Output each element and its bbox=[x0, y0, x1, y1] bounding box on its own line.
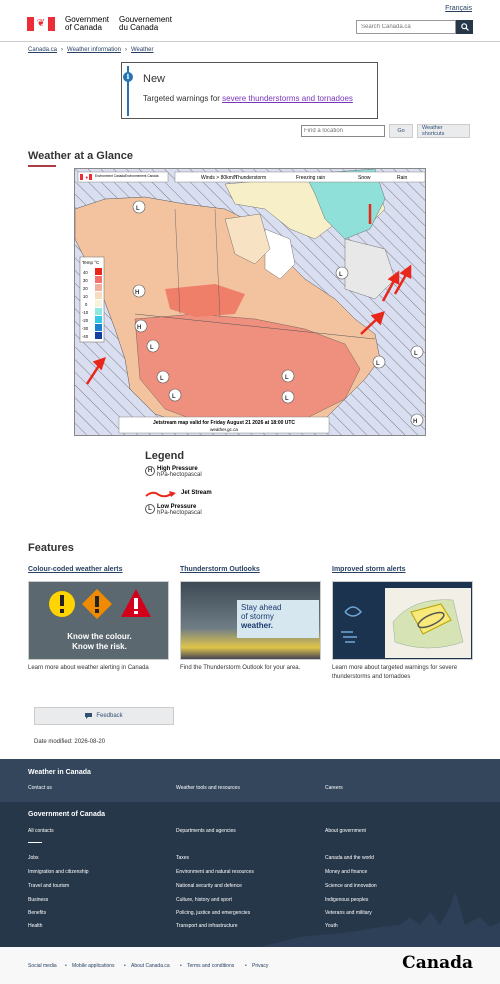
footer-link-health[interactable]: Health bbox=[28, 923, 43, 929]
breadcrumb-weather-information[interactable]: Weather information bbox=[67, 47, 121, 53]
footer-link-jobs[interactable]: Jobs bbox=[28, 855, 39, 861]
legend-rain: Rain bbox=[397, 175, 408, 181]
improved-storm-alerts-link[interactable]: Improved storm alerts bbox=[332, 566, 406, 573]
footer-weather-tools[interactable]: Weather tools and resources bbox=[176, 785, 240, 791]
footer-link-world[interactable]: Canada and the world bbox=[325, 855, 374, 861]
thunderstorm-description: Find the Thunderstorm Outlook for your area. bbox=[180, 665, 301, 671]
thunderstorm-image[interactable] bbox=[180, 581, 321, 660]
svg-text:-30: -30 bbox=[82, 326, 89, 331]
svg-text:L: L bbox=[376, 361, 380, 367]
search-icon bbox=[461, 23, 469, 31]
severe-thunderstorms-link[interactable]: severe thunderstorms and tornadoes bbox=[222, 94, 353, 103]
heading-underline bbox=[28, 165, 56, 167]
legend-high-pressure: H High Pressure hPa-hectopascal bbox=[145, 466, 202, 478]
location-input[interactable] bbox=[301, 125, 385, 137]
svg-text:L: L bbox=[160, 376, 164, 382]
weather-shortcuts-button[interactable]: Weather shortcuts bbox=[417, 124, 470, 138]
svg-text:0: 0 bbox=[85, 302, 88, 307]
footer-careers[interactable]: Careers bbox=[325, 785, 343, 791]
svg-text:L: L bbox=[172, 394, 176, 400]
chat-icon bbox=[85, 713, 92, 719]
info-icon: i bbox=[123, 72, 133, 82]
footer-privacy[interactable]: Privacy bbox=[252, 963, 269, 969]
footer-government-band bbox=[0, 802, 500, 947]
svg-text:L: L bbox=[150, 345, 154, 351]
footer-mobile-apps[interactable]: Mobile applications bbox=[72, 963, 115, 969]
jetstream-map[interactable] bbox=[74, 168, 426, 436]
svg-text:-10: -10 bbox=[82, 310, 89, 315]
svg-text:-20: -20 bbox=[82, 318, 89, 323]
storm-alerts-image[interactable] bbox=[332, 581, 473, 660]
legend-jet-stream: Jet Stream bbox=[145, 490, 212, 498]
low-pressure-icon: L bbox=[145, 504, 155, 514]
footer-about-canada[interactable]: About Canada.ca bbox=[131, 963, 170, 969]
legend-snow: Snow bbox=[358, 175, 371, 181]
storm-alerts-description: Learn more about targeted warnings for severe thunderstorms and tornadoes bbox=[332, 665, 458, 680]
chevron-right-icon: › bbox=[61, 47, 64, 53]
svg-text:H: H bbox=[135, 290, 140, 296]
footer-contact-us[interactable]: Contact us bbox=[28, 785, 52, 791]
notice-message: Targeted warnings for severe thunderstorms and tornadoes bbox=[143, 94, 353, 103]
features-heading: Features bbox=[28, 542, 74, 554]
footer-link-culture[interactable]: Culture, history and sport bbox=[176, 897, 232, 903]
bullet-separator: • bbox=[124, 963, 126, 969]
legend-winds: Winds > 80km/h bbox=[201, 175, 237, 181]
notice-title: New bbox=[143, 73, 166, 85]
footer-social-media[interactable]: Social media bbox=[28, 963, 57, 969]
legend-low-pressure: L Low Pressure hPa-hectopascal bbox=[145, 504, 202, 516]
bullet-separator: • bbox=[180, 963, 182, 969]
alerts-image-text: Know the colour. Know the risk. bbox=[67, 632, 132, 651]
alerts-image[interactable] bbox=[28, 581, 169, 660]
go-button[interactable]: Go bbox=[389, 124, 413, 138]
thunderstorm-outlooks-link[interactable]: Thunderstorm Outlooks bbox=[180, 566, 260, 573]
bullet-separator: • bbox=[245, 963, 247, 969]
language-toggle-link[interactable]: Français bbox=[445, 5, 472, 12]
bullet-separator: • bbox=[65, 963, 67, 969]
footer-weather-title: Weather in Canada bbox=[28, 769, 91, 776]
footer-link-youth[interactable]: Youth bbox=[325, 923, 338, 929]
alerts-description: Learn more about weather alerting in Canada bbox=[28, 665, 149, 671]
footer-divider bbox=[28, 842, 42, 843]
svg-text:-40: -40 bbox=[82, 334, 89, 339]
legend-heading: Legend bbox=[145, 450, 185, 462]
footer-terms[interactable]: Terms and conditions bbox=[187, 963, 235, 969]
footer-link-indigenous[interactable]: Indigenous peoples bbox=[325, 897, 369, 903]
map-caption: Jetstream map valid for Friday August 21 2026 at 18:00 UTC bbox=[152, 420, 296, 426]
search-button[interactable] bbox=[456, 20, 473, 34]
colour-coded-alerts-link[interactable]: Colour-coded weather alerts bbox=[28, 566, 123, 573]
svg-text:H: H bbox=[413, 419, 418, 425]
footer-link-business[interactable]: Business bbox=[28, 897, 49, 903]
svg-text:20: 20 bbox=[83, 286, 88, 291]
footer-link-money[interactable]: Money and finance bbox=[325, 869, 368, 875]
date-modified: Date modified: 2026-08-20 bbox=[34, 739, 106, 745]
feature-card-storm-alerts bbox=[332, 566, 473, 680]
footer-all-contacts[interactable]: All contacts bbox=[28, 828, 54, 834]
svg-text:30: 30 bbox=[83, 278, 88, 283]
feature-card-alerts bbox=[28, 566, 169, 671]
footer-departments[interactable]: Departments and agencies bbox=[176, 828, 236, 834]
legend-freezing-rain: Freezing rain bbox=[296, 175, 326, 181]
svg-text:40: 40 bbox=[83, 270, 88, 275]
canada-wordmark: Canada bbox=[402, 953, 473, 973]
gov-name-fr: Gouvernement du Canada bbox=[119, 15, 172, 32]
svg-text:L: L bbox=[414, 351, 418, 357]
svg-text:10: 10 bbox=[83, 294, 88, 299]
breadcrumb-weather[interactable]: Weather bbox=[130, 47, 154, 53]
header-divider bbox=[0, 41, 500, 42]
canada-flag-icon: ❦ bbox=[27, 17, 55, 31]
footer-link-security[interactable]: National security and defence bbox=[176, 883, 242, 889]
chevron-right-icon: › bbox=[124, 47, 127, 53]
government-signature[interactable] bbox=[27, 16, 172, 32]
footer-link-travel[interactable]: Travel and tourism bbox=[28, 883, 70, 889]
footer-link-transport[interactable]: Transport and infrastructure bbox=[176, 923, 238, 929]
footer-link-immigration[interactable]: Immigration and citizenship bbox=[28, 869, 89, 875]
jet-stream-icon bbox=[145, 490, 181, 498]
svg-text:H: H bbox=[137, 325, 142, 331]
parliament-silhouette bbox=[260, 887, 500, 947]
site-search bbox=[356, 20, 473, 34]
feature-card-thunderstorm bbox=[180, 566, 321, 671]
legend-thunderstorm: Thunderstorm bbox=[235, 175, 267, 181]
footer-link-taxes[interactable]: Taxes bbox=[176, 855, 190, 861]
location-search bbox=[301, 124, 470, 138]
temp-legend-title: Temp °C bbox=[82, 260, 100, 265]
weather-at-a-glance-heading: Weather at a Glance bbox=[28, 150, 133, 162]
footer-link-environment[interactable]: Environment and natural resources bbox=[176, 869, 254, 875]
map-source: weather.gc.ca bbox=[210, 427, 238, 432]
footer-link-veterans[interactable]: Veterans and military bbox=[325, 910, 372, 916]
footer-gov-title: Government of Canada bbox=[28, 811, 106, 818]
footer-link-policing[interactable]: Policing, justice and emergencies bbox=[176, 910, 251, 916]
agency-name-en: Environment Canada bbox=[95, 174, 125, 178]
footer-link-benefits[interactable]: Benefits bbox=[28, 910, 47, 916]
svg-text:L: L bbox=[136, 206, 140, 212]
footer-about-government[interactable]: About government bbox=[325, 828, 366, 834]
new-notice-box bbox=[121, 62, 378, 119]
gov-name-en: Government of Canada bbox=[65, 15, 110, 32]
footer-weather-band bbox=[0, 759, 500, 802]
svg-text:L: L bbox=[339, 272, 343, 278]
breadcrumb-canada[interactable]: Canada.ca bbox=[28, 47, 58, 53]
svg-text:L: L bbox=[285, 375, 289, 381]
footer-link-science[interactable]: Science and innovation bbox=[325, 883, 377, 889]
svg-text:♦: ♦ bbox=[85, 175, 89, 180]
breadcrumb bbox=[28, 47, 154, 53]
thunderstorm-image-text: Stay ahead of stormy weather. bbox=[237, 600, 319, 638]
agency-name-fr: Environnement Canada bbox=[125, 174, 159, 178]
high-pressure-icon: H bbox=[145, 466, 155, 476]
feedback-button[interactable]: Feedback bbox=[34, 707, 174, 725]
svg-text:L: L bbox=[285, 396, 289, 402]
search-input[interactable] bbox=[356, 20, 456, 34]
